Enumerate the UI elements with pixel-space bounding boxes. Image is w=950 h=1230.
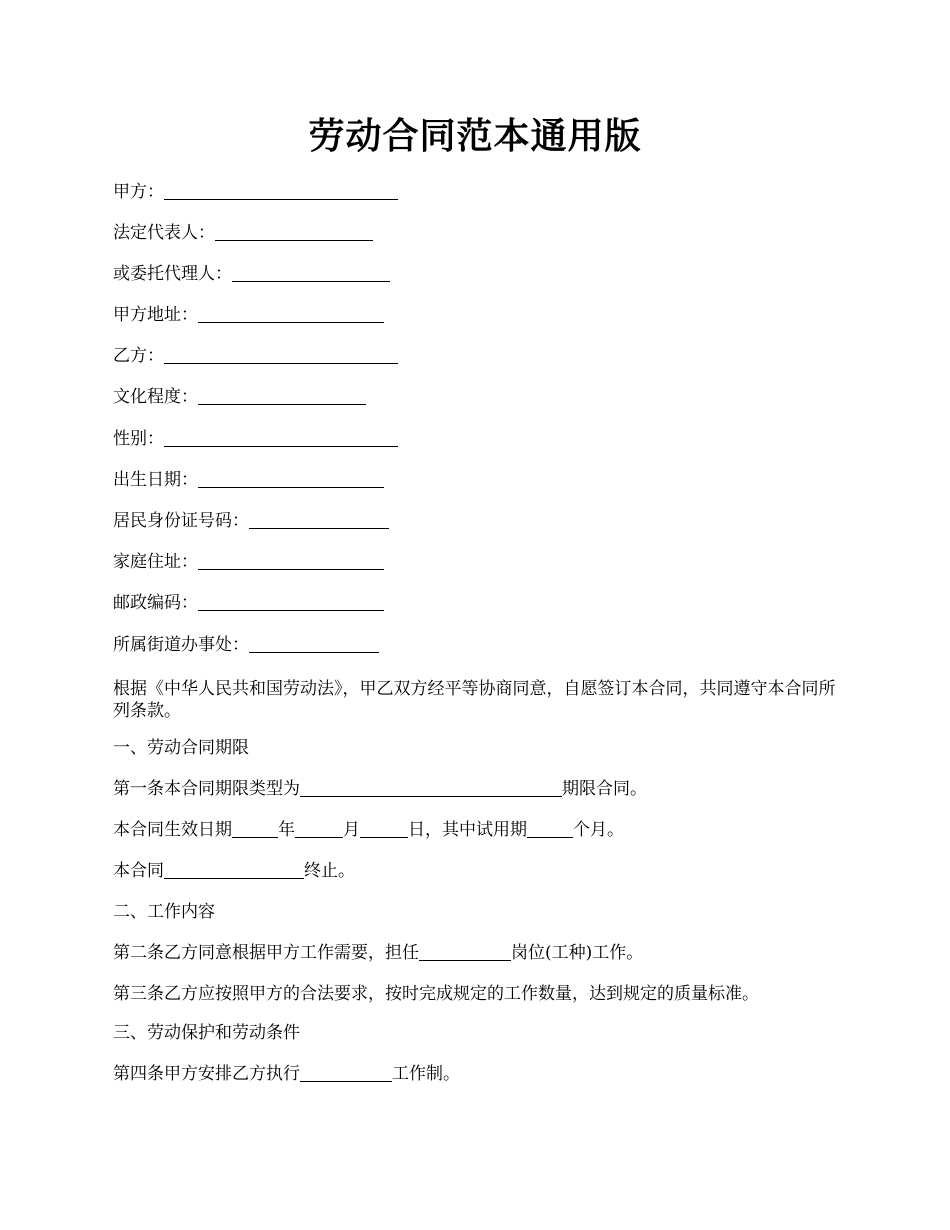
- blank-line[interactable]: [527, 820, 573, 838]
- field-label: 文化程度：: [113, 387, 198, 407]
- field-label: 居民身份证号码：: [113, 511, 249, 531]
- section-heading: 一、劳动合同期限: [113, 738, 249, 758]
- article-text: 本合同: [113, 861, 164, 881]
- field-label: 甲方地址：: [113, 305, 198, 325]
- blank-line[interactable]: [419, 943, 511, 961]
- field-education: [113, 386, 366, 408]
- article-text: 日，其中试用期: [408, 820, 527, 840]
- article-4: [113, 1063, 460, 1085]
- blank-line[interactable]: [198, 387, 366, 405]
- article-text: 年: [278, 820, 295, 840]
- blank-line[interactable]: [232, 264, 390, 282]
- field-label: 邮政编码：: [113, 593, 198, 613]
- field-gender: [113, 428, 398, 450]
- article-text: 第二条乙方同意根据甲方工作需要，担任: [113, 943, 419, 963]
- field-postal-code: [113, 592, 384, 614]
- field-label: 或委托代理人：: [113, 264, 232, 284]
- blank-line[interactable]: [164, 429, 398, 447]
- blank-line[interactable]: [232, 820, 278, 838]
- blank-line[interactable]: [198, 470, 384, 488]
- termination-line: [113, 860, 355, 882]
- section-heading: 二、工作内容: [113, 902, 215, 922]
- article-text: 工作制。: [392, 1064, 460, 1084]
- article-text: 期限合同。: [562, 779, 647, 799]
- blank-line[interactable]: [300, 779, 562, 797]
- blank-line[interactable]: [198, 305, 384, 323]
- article-text: 第一条本合同期限类型为: [113, 779, 300, 799]
- article-1: [113, 778, 647, 800]
- field-label: 所属街道办事处：: [113, 635, 249, 655]
- field-authorized-agent: [113, 263, 390, 285]
- blank-line[interactable]: [198, 552, 384, 570]
- blank-line[interactable]: [360, 820, 408, 838]
- document-title: 劳动合同范本通用版: [308, 115, 642, 157]
- field-legal-representative: [113, 222, 373, 244]
- field-party-a-address: [113, 304, 384, 326]
- blank-line[interactable]: [215, 223, 373, 241]
- field-label: 乙方：: [113, 346, 164, 366]
- blank-line[interactable]: [249, 511, 389, 529]
- article-text: 月: [343, 820, 360, 840]
- effective-date-line: [113, 819, 624, 841]
- field-street-office: [113, 634, 379, 656]
- field-label: 法定代表人：: [113, 223, 215, 243]
- field-label: 性别：: [113, 429, 164, 449]
- field-home-address: [113, 551, 384, 573]
- blank-line[interactable]: [300, 1064, 392, 1082]
- blank-line[interactable]: [295, 820, 343, 838]
- blank-line[interactable]: [164, 861, 304, 879]
- article-text: 第四条甲方安排乙方执行: [113, 1064, 300, 1084]
- article-text: 岗位(工种)工作。: [511, 943, 644, 963]
- field-party-b: [113, 345, 398, 367]
- intro-paragraph: 根据《中华人民共和国劳动法》，甲乙双方经平等协商同意，自愿签订本合同，共同遵守本合同所列条款。: [113, 679, 836, 721]
- article-3: 第三条乙方应按照甲方的合法要求，按时完成规定的工作数量，达到规定的质量标准。: [113, 984, 759, 1004]
- field-party-a: [113, 181, 398, 203]
- section-heading: 三、劳动保护和劳动条件: [113, 1023, 300, 1043]
- blank-line[interactable]: [249, 635, 379, 653]
- article-text: 本合同生效日期: [113, 820, 232, 840]
- blank-line[interactable]: [164, 182, 398, 200]
- blank-line[interactable]: [164, 346, 398, 364]
- field-id-number: [113, 510, 389, 532]
- field-label: 甲方：: [113, 182, 164, 202]
- article-2: [113, 942, 643, 964]
- field-label: 出生日期：: [113, 470, 198, 490]
- field-birth-date: [113, 469, 384, 491]
- article-text: 终止。: [304, 861, 355, 881]
- field-label: 家庭住址：: [113, 552, 198, 572]
- blank-line[interactable]: [198, 593, 384, 611]
- article-text: 个月。: [573, 820, 624, 840]
